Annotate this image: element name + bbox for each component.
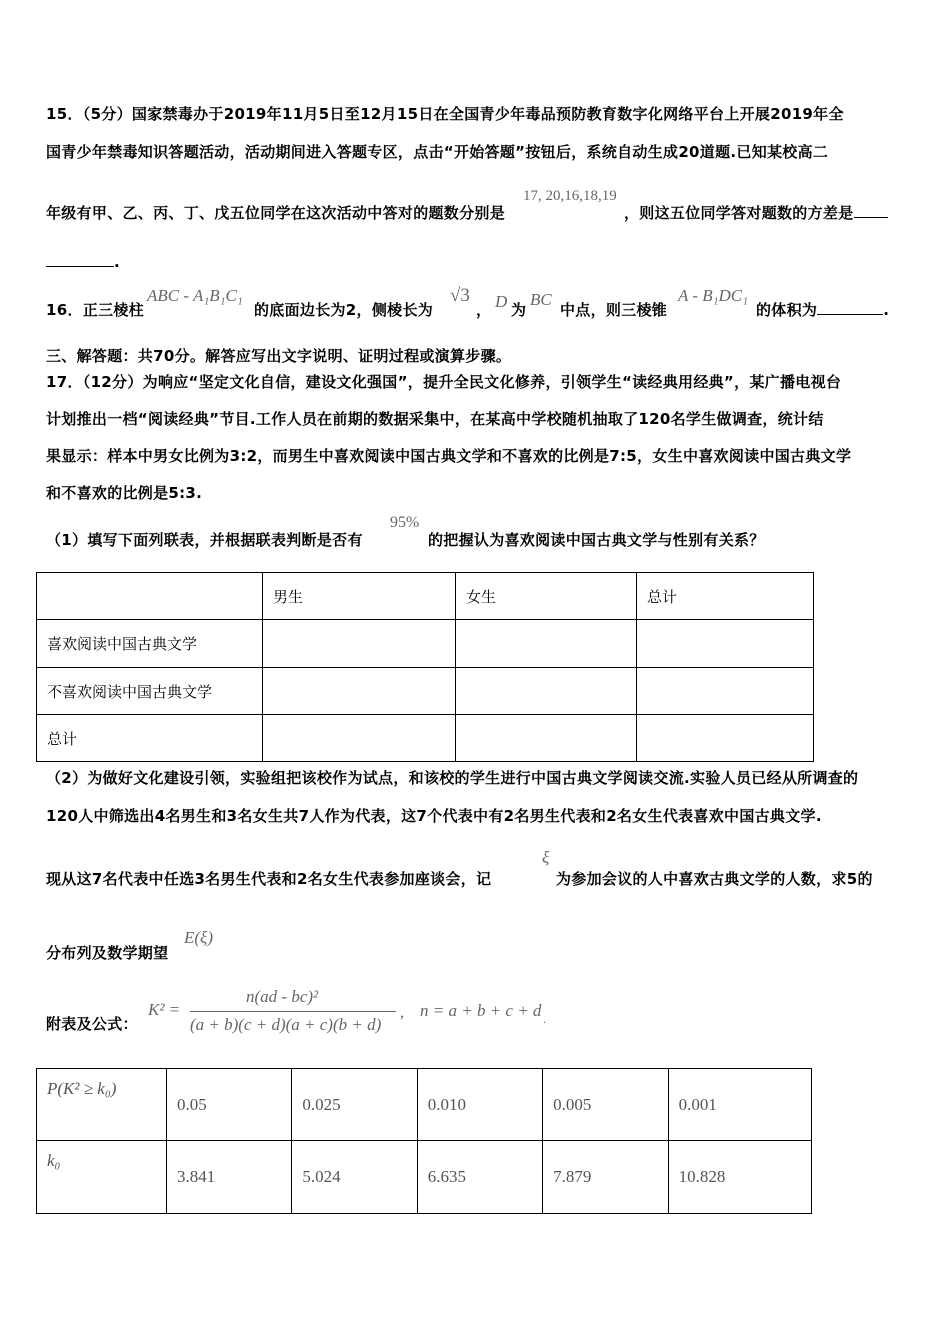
q16-mid1: 的底面边长为2，侧棱长为 (254, 301, 434, 319)
table-cell: 0.005 (543, 1069, 668, 1141)
q16-answer-blank (817, 302, 883, 315)
table-cell (637, 715, 814, 762)
q17-part2-line4: 分布列及数学期望 (46, 944, 169, 962)
q17-line2: 计划推出一档“阅读经典”节目.工作人员在前期的数据采集中，在某高中学校随机抽取了120名学生做调查，统计结 (46, 410, 824, 428)
q15-end: . (114, 253, 120, 271)
q16-end: . (883, 301, 890, 319)
contingency-table (36, 572, 814, 762)
q16-post-text: 的体积为 (756, 301, 818, 319)
formula-n-eq: n = a + b + c + d (420, 1001, 542, 1020)
q15-line3-pre: 年级有甲、乙、丙、丁、戊五位同学在这次活动中答对的题数分别是 (46, 204, 506, 222)
q16-point-d: D (495, 292, 508, 311)
table-row-label: k₀ (37, 1141, 167, 1214)
q16-segment-bc: BC (530, 290, 552, 309)
q17-xi: ξ (542, 848, 550, 867)
table-cell: 10.828 (668, 1141, 811, 1214)
section-3-heading: 三、解答题：共70分。解答应写出文字说明、证明过程或演算步骤。 (46, 347, 512, 365)
formula-comma: , (400, 1004, 404, 1021)
q16-comma: ， (476, 301, 492, 319)
q15-line3-post (624, 202, 888, 223)
q15-line1: 15．（5分）国家禁毒办于2019年11月5日至12月15日在全国青少年毒品预防教育数字化网络平台上开展2019年全 (46, 105, 844, 123)
table-cell (637, 668, 814, 715)
formula-denominator: (a + b)(c + d)(a + c)(b + d) (190, 1015, 382, 1034)
table-cell (637, 620, 814, 668)
fraction-bar (190, 1011, 396, 1012)
table-row (37, 715, 814, 762)
q15-line3 (46, 202, 505, 223)
formula-numerator: n(ad - bc)² (246, 987, 319, 1006)
table-cell: 0.05 (167, 1069, 292, 1141)
q15-line3-post-text: ，则这五位同学答对题数的方差是 (624, 204, 854, 222)
q17-part2-line3-pre: 现从这7名代表中任选3名男生代表和2名女生代表参加座谈会，记 (46, 870, 492, 888)
table-header-row (37, 573, 814, 620)
table-cell: 7.879 (543, 1141, 668, 1214)
q15-line4 (46, 253, 120, 271)
q15-data: 17, 20,16,18,19 (523, 188, 617, 204)
q16-pre: 16．正三棱柱 (46, 301, 144, 319)
table-cell (263, 620, 456, 668)
table-row (37, 1141, 812, 1214)
table-cell: 6.635 (417, 1141, 542, 1214)
q17-part1-pre: （1）填写下面列联表，并根据联表判断是否有 (46, 531, 363, 549)
q17-part1-post: 的把握认为喜欢阅读中国古典文学与性别有关系？ (428, 531, 765, 549)
table-cell: 3.841 (167, 1141, 292, 1214)
table-row (37, 1069, 812, 1141)
table-row-label: 不喜欢阅读中国古典文学 (37, 668, 263, 715)
formula-k2: K² = (148, 1000, 181, 1019)
table-cell (263, 715, 456, 762)
table-cell (456, 620, 637, 668)
table-row (37, 668, 814, 715)
q15-answer-blank-2 (46, 254, 114, 267)
table-cell (456, 715, 637, 762)
q16-mid2: 为 (511, 301, 527, 319)
q17-part2-line2: 120人中筛选出4名男生和3名女生共7人作为代表，这7个代表中有2名男生代表和2名女生代表喜欢中国古典文学. (46, 807, 822, 825)
q17-percent: 95% (390, 514, 420, 531)
formula-label: 附表及公式： (46, 1015, 138, 1033)
critical-value-table (36, 1068, 812, 1214)
table-cell (263, 668, 456, 715)
table-row (37, 620, 814, 668)
table-cell: 5.024 (292, 1141, 417, 1214)
table-header-cell: 男生 (263, 573, 456, 620)
q17-line4: 和不喜欢的比例是5:3. (46, 484, 203, 502)
q15-answer-blank (854, 205, 888, 218)
q15-line2: 国青少年禁毒知识答题活动，活动期间进入答题专区，点击“开始答题”按钮后，系统自动生成20道题.已知某校高二 (46, 143, 829, 161)
table-cell: 0.025 (292, 1069, 417, 1141)
q16-mid3: 中点，则三棱锥 (560, 301, 668, 319)
table-header-cell: 女生 (456, 573, 637, 620)
table-header-cell: 总计 (637, 573, 814, 620)
formula-end: . (543, 1012, 546, 1026)
q17-line1: 17．（12分）为响应“坚定文化自信，建设文化强国”，提升全民文化修养，引领学生“读经典用经典”，某广播电视台 (46, 373, 842, 391)
table-header-cell (37, 573, 263, 620)
q17-line3: 果显示：样本中男女比例为3:2，而男生中喜欢阅读中国古典文学和不喜欢的比例是7:5，女生中喜欢阅读中国古典文学 (46, 447, 852, 465)
table-row-label: 喜欢阅读中国古典文学 (37, 620, 263, 668)
q16-sqrt: √3 (450, 285, 470, 306)
q16-pyramid: A - B₁DC₁ (678, 286, 749, 305)
table-cell: 0.010 (417, 1069, 542, 1141)
q17-expectation: E(ξ) (184, 928, 213, 947)
q16-post (756, 299, 889, 320)
table-cell: 0.001 (668, 1069, 811, 1141)
q17-part2-line3-post: 为参加会议的人中喜欢古典文学的人数，求5的 (556, 870, 873, 888)
table-row-label: P(K² ≥ k₀) (37, 1069, 167, 1141)
table-cell (456, 668, 637, 715)
q17-part2-line1: （2）为做好文化建设引领，实验组把该校作为试点，和该校的学生进行中国古典文学阅读交流.实验人员已经从所调查的 (46, 769, 859, 787)
table-row-label: 总计 (37, 715, 263, 762)
q16-prism: ABC - A₁B₁C₁ (147, 286, 243, 305)
